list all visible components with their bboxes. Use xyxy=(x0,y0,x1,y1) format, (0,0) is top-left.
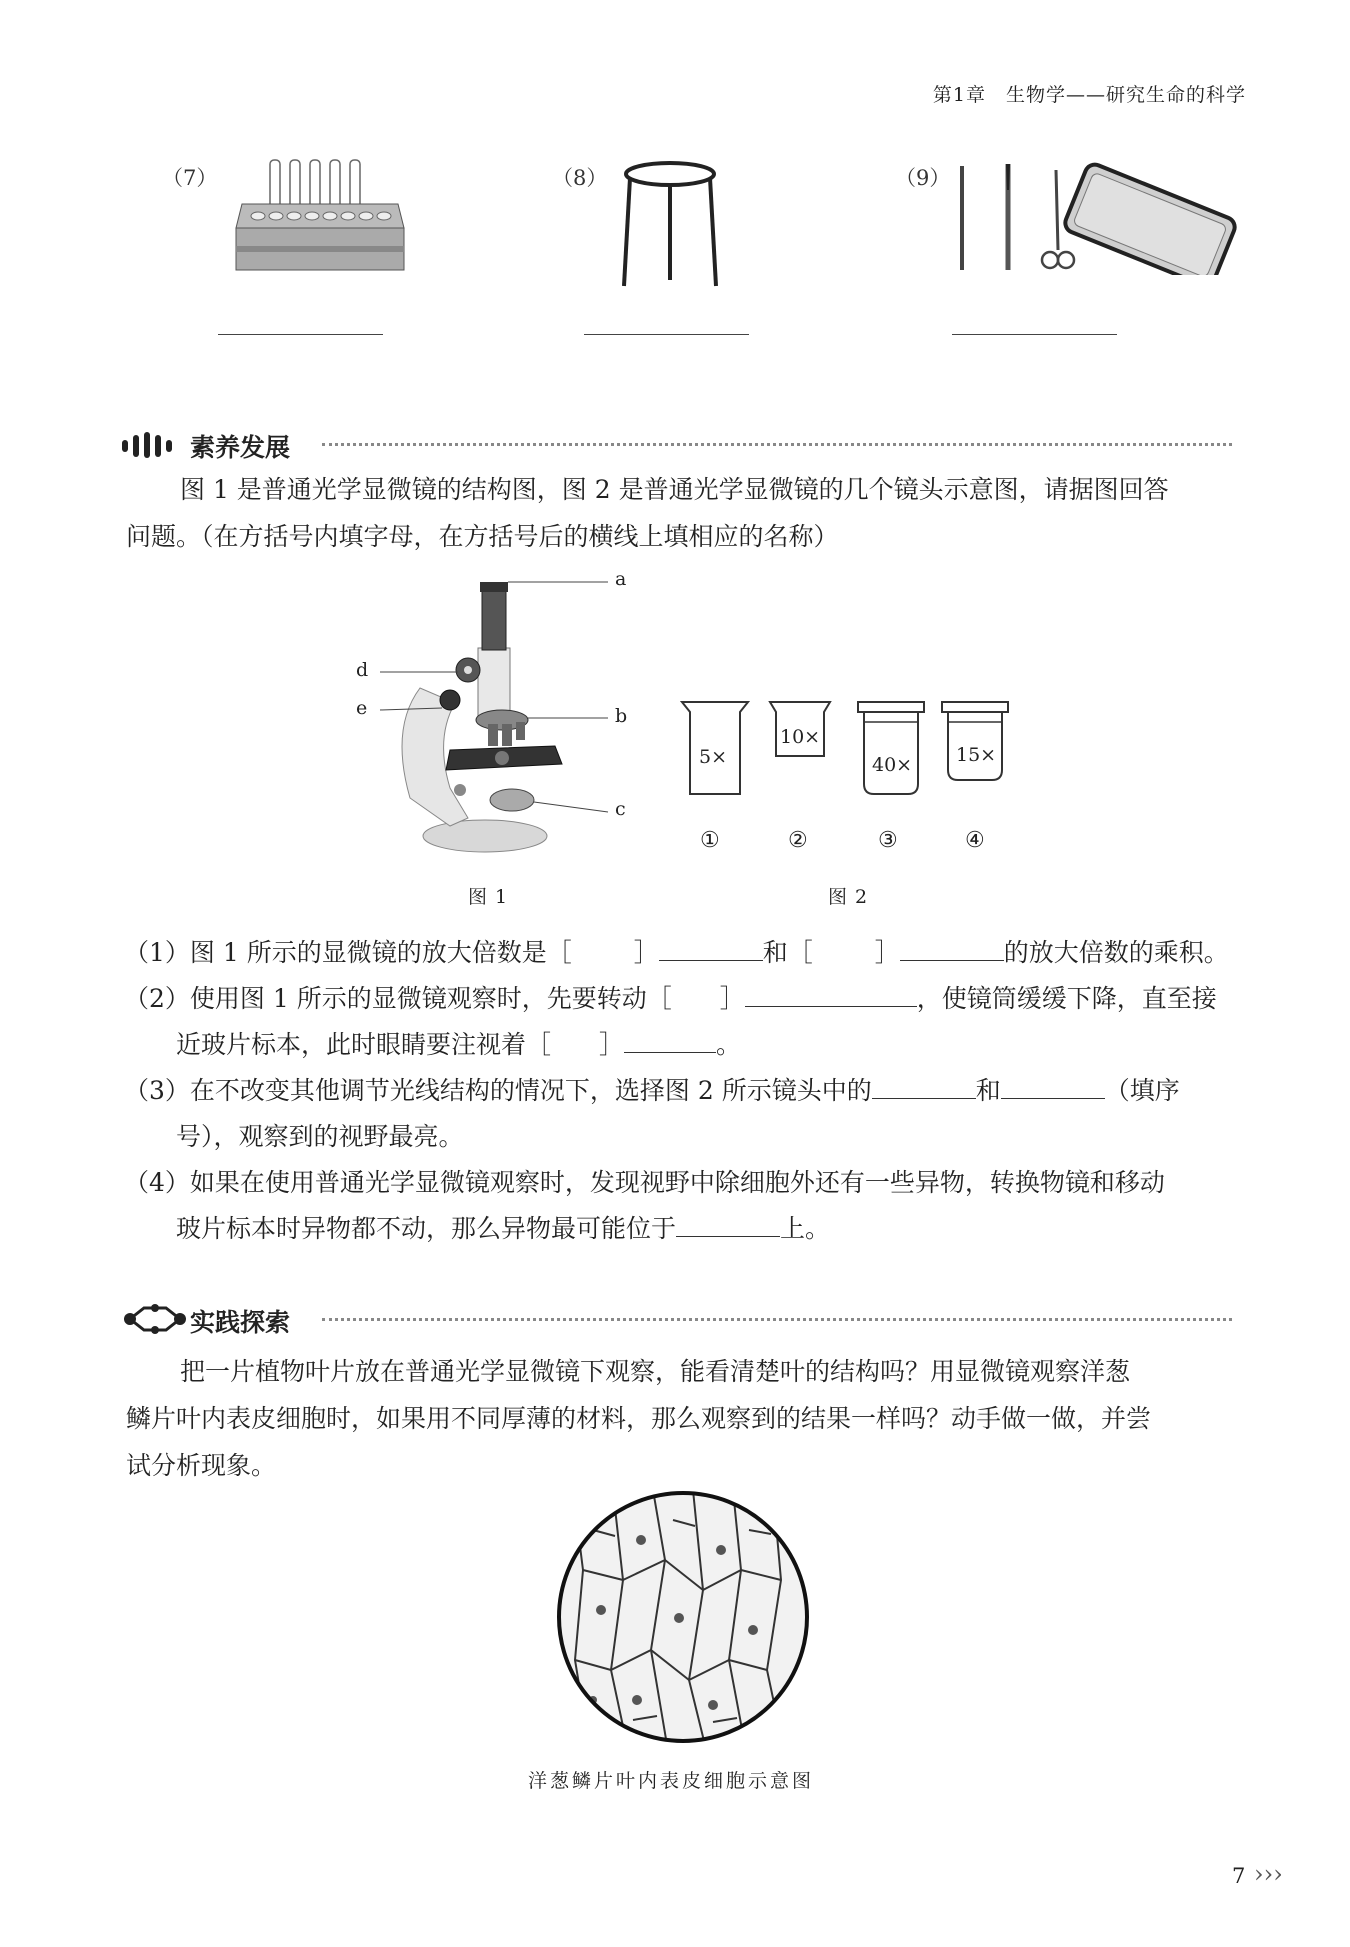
lens-4-number: ④ xyxy=(965,828,985,853)
q3-blank-2[interactable] xyxy=(1001,1072,1105,1099)
q4-blank[interactable] xyxy=(676,1210,780,1237)
lens-2-magnification: 10× xyxy=(780,726,821,748)
lens-1-number: ① xyxy=(700,828,720,853)
question-2: （2）使用图 1 所示的显微镜观察时，先要转动［ ］ ，使镜筒缓缓下降，直至接 xyxy=(124,976,1217,1022)
q3-blank-1[interactable] xyxy=(872,1072,976,1099)
question-4-line-2: 玻片标本时异物都不动，那么异物最可能位于 上。 xyxy=(176,1206,830,1252)
label-b: b xyxy=(615,705,628,727)
q2-blank-2[interactable] xyxy=(624,1026,716,1053)
section-title-practice: 实践探索 xyxy=(190,1308,291,1337)
lens-3-number: ③ xyxy=(878,828,898,853)
question-4: （4）如果在使用普通光学显微镜观察时，发现视野中除细胞外还有一些异物，转换物镜和移动 xyxy=(124,1168,1165,1197)
item-9-number: （9） xyxy=(895,166,951,190)
q1-blank-1[interactable] xyxy=(659,934,763,961)
intro-paragraph xyxy=(126,466,1244,513)
section-title-literacy: 素养发展 xyxy=(190,433,291,462)
practice-line-2: 鳞片叶内表皮细胞时，如果用不同厚薄的材料，那么观察到的结果一样吗？动手做一做，并尝 xyxy=(126,1404,1152,1433)
label-e: e xyxy=(356,697,368,719)
section-divider xyxy=(322,443,1232,446)
question-3-line-2: 号），观察到的视野最亮。 xyxy=(176,1122,464,1151)
q1-blank-2[interactable] xyxy=(900,934,1004,961)
label-d: d xyxy=(356,659,369,681)
answer-line-8[interactable] xyxy=(584,334,749,335)
label-a: a xyxy=(615,568,627,590)
label-c: c xyxy=(615,798,626,820)
test-tube-rack-image xyxy=(228,158,408,280)
page-number: 7 xyxy=(1232,1864,1246,1888)
figure-1-caption: 图 1 xyxy=(468,886,509,908)
molecule-icon xyxy=(122,1304,188,1334)
lens-2-number: ② xyxy=(788,828,808,853)
lens-1-magnification: 5× xyxy=(699,746,728,768)
question-3: （3）在不改变其他调节光线结构的情况下，选择图 2 所示镜头中的 和 （填序 xyxy=(124,1068,1180,1114)
practice-line-1: 把一片植物叶片放在普通光学显微镜下观察，能看清楚叶的结构吗？用显微镜观察洋葱 xyxy=(180,1357,1131,1386)
figure-2-caption: 图 2 xyxy=(828,886,869,908)
microscope-figure xyxy=(350,568,640,868)
answer-line-9[interactable] xyxy=(952,334,1117,335)
onion-cells-illustration xyxy=(553,1490,813,1745)
chapter-header: 第1章 生物学——研究生命的科学 xyxy=(932,84,1246,106)
dissecting-tools-image xyxy=(950,160,1240,275)
item-8-number: （8） xyxy=(552,166,608,190)
q2-blank-1[interactable] xyxy=(745,980,917,1007)
onion-cells-caption: 洋葱鳞片叶内表皮细胞示意图 xyxy=(528,1770,815,1792)
section-divider-2 xyxy=(322,1318,1232,1321)
item-7-number: （7） xyxy=(162,166,218,190)
question-2-line-2: 近玻片标本，此时眼睛要注视着［ ］ 。 xyxy=(176,1022,741,1068)
lens-3-magnification: 40× xyxy=(872,754,913,776)
question-1: （1）图 1 所示的显微镜的放大倍数是［ ］ 和［ ］ 的放大倍数的乘积。 xyxy=(124,930,1229,976)
tripod-stand-image xyxy=(620,160,720,295)
lens-4-magnification: 15× xyxy=(956,744,997,766)
intro-line-2: 问题。（在方括号内填字母，在方括号后的横线上填相应的名称） xyxy=(126,522,839,551)
bars-icon xyxy=(122,432,184,458)
answer-line-7[interactable] xyxy=(218,334,383,335)
intro-line-1: 图 1 是普通光学显微镜的结构图，图 2 是普通光学显微镜的几个镜头示意图，请据图回答 xyxy=(180,475,1169,504)
practice-line-3: 试分析现象。 xyxy=(126,1451,277,1480)
page-arrows-icon: ››› xyxy=(1254,1860,1283,1888)
